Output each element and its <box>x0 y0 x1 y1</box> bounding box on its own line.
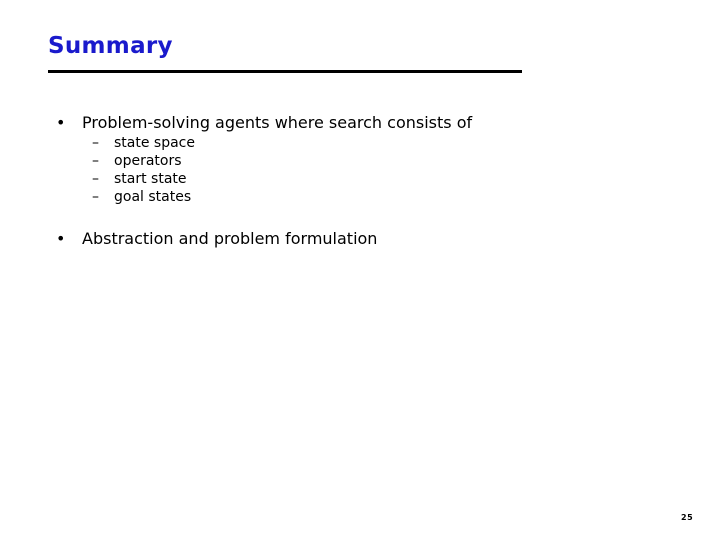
sub-item <box>92 152 182 170</box>
sub-marker: – <box>92 189 99 205</box>
title-underline <box>48 70 522 73</box>
bullet-text: Problem-solving agents where search consists of <box>82 113 473 132</box>
sub-item-text: operators <box>114 153 182 169</box>
sub-marker: – <box>92 171 99 187</box>
sub-marker: – <box>92 135 99 151</box>
sub-item-text: goal states <box>114 189 192 205</box>
bullet-text: Abstraction and problem formulation <box>82 229 378 248</box>
slide-title: Summary <box>48 33 173 59</box>
bullet-marker: • <box>56 229 66 248</box>
sub-item <box>92 188 191 206</box>
sub-item <box>92 170 187 188</box>
bullet-marker: • <box>56 113 66 132</box>
sub-item-text: state space <box>114 135 195 151</box>
page-number: 25 <box>681 513 694 522</box>
sub-item <box>92 134 195 152</box>
sub-marker: – <box>92 153 99 169</box>
sub-item-text: start state <box>114 171 187 187</box>
